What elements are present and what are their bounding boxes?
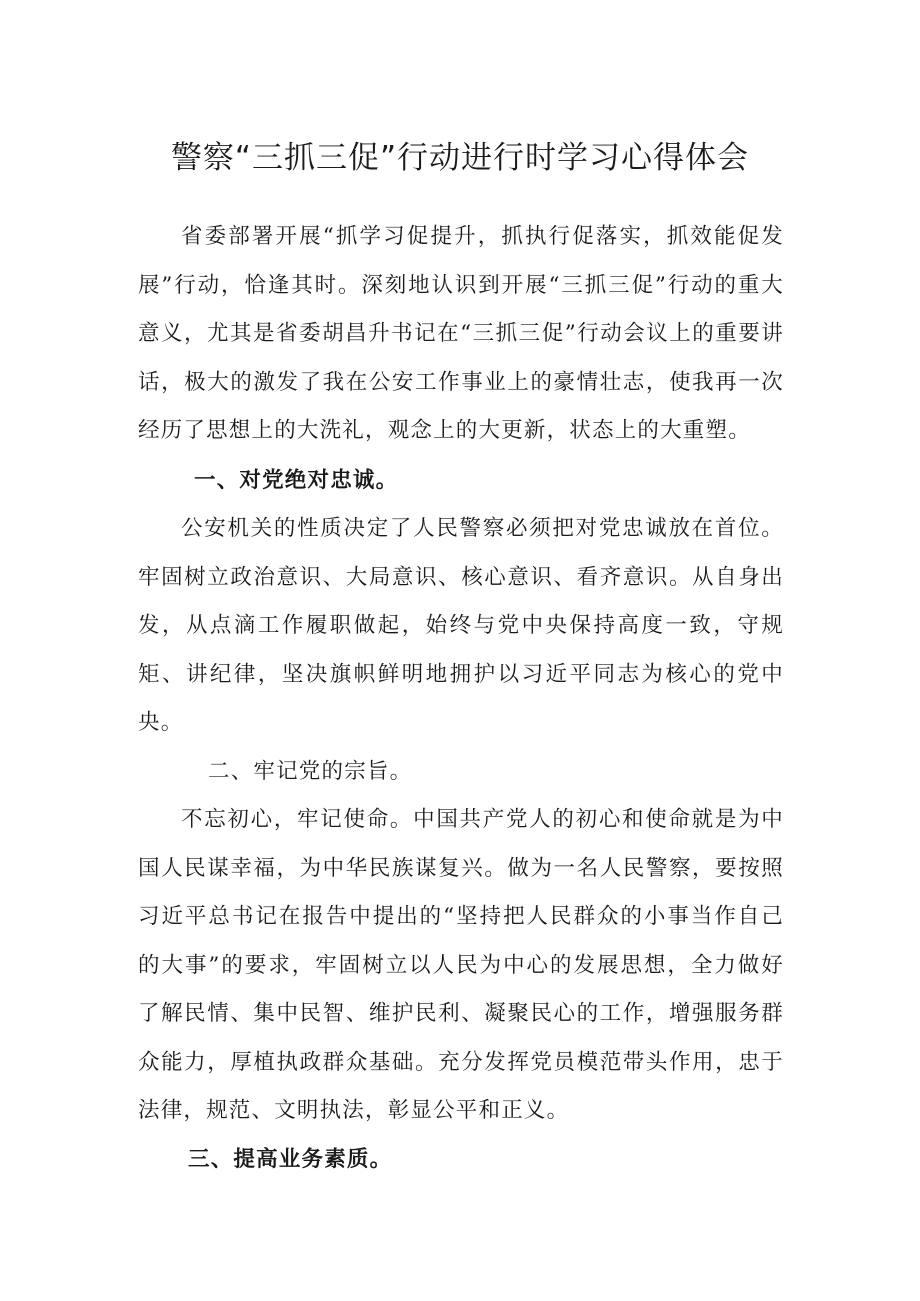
section-2-paragraph: 不忘初心，牢记使命。中国共产党人的初心和使命就是为中国人民谋幸福，为中华民族谋复兴。做为一名人民警察，要按照习近平总书记在报告中提出的“坚持把人民群众的小事当作自己的大事”的要求，牢固树立以人民为中心的发展思想，全力做好了解民情、集中民智、维护民利、凝聚民心的工作，增强服务群众能力，厚植执政群众基础。充分发挥党员模范带头作用，忠于法律，规范、文明执法，彰显公平和正义。 (138, 807, 784, 1123)
section-1-paragraph: 公安机关的性质决定了人民警察必须把对党忠诚放在首位。牢固树立政治意识、大局意识、核心意识、看齐意识。从自身出发，从点滴工作履职做起，始终与党中央保持高度一致，守规矩、讲纪律，坚决旗帜鲜明地拥护以习近平同志为核心的党中央。 (138, 516, 784, 735)
intro-paragraph: 省委部署开展“抓学习促提升，抓执行促落实，抓效能促发展”行动，恰逢其时。深刻地认识到开展“三抓三促”行动的重大意义，尤其是省委胡昌升书记在“三抓三促”行动会议上的重要讲话，极大的激发了我在公安工作事业上的豪情壮志，使我再一次经历了思想上的大洗礼，观念上的大更新，状态上的大重塑。 (138, 224, 784, 443)
section-3-heading: 三、提高业务素质。 (188, 1146, 393, 1172)
document-title: 警察“三抓三促”行动进行时学习心得体会 (170, 140, 750, 176)
section-2-heading: 二、牢记党的宗旨。 (208, 758, 413, 784)
document-body (138, 213, 784, 1184)
section-1-heading: 一、对党绝对忠诚。 (194, 467, 399, 493)
